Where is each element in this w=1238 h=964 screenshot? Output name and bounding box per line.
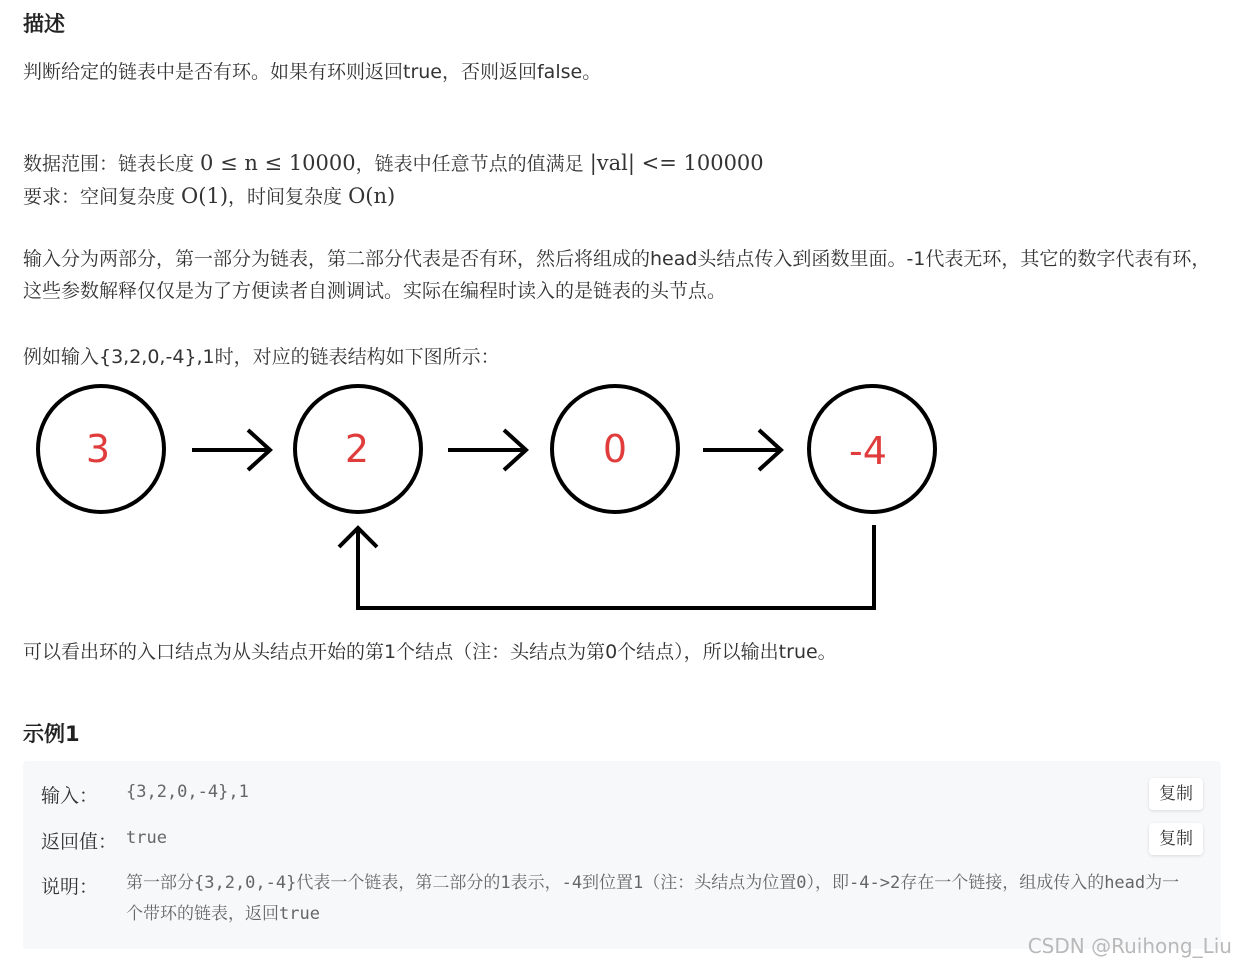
- cycle-arrow: [339, 525, 874, 608]
- node-value-1: 3: [85, 427, 111, 471]
- data-range-line: [23, 149, 764, 176]
- arrow-2-to-3: [448, 430, 526, 470]
- range-mid: ，链表中任意节点的值满足: [355, 153, 590, 175]
- copy-return-button[interactable]: 复制: [1149, 823, 1203, 855]
- input-label: 输入：: [41, 785, 99, 807]
- node-value-2: 2: [344, 427, 370, 471]
- req-mid: ，时间复杂度: [228, 186, 349, 208]
- linked-list-diagram: [0, 380, 960, 620]
- return-value: true: [126, 828, 167, 848]
- requirement-line: [23, 182, 395, 209]
- example-box: [23, 761, 1221, 949]
- req-math-time: O(n): [348, 184, 396, 208]
- example-heading: 示例1: [23, 722, 80, 746]
- range-math-value: |val| <= 100000: [589, 151, 764, 175]
- input-value: {3,2,0,-4},1: [126, 782, 249, 802]
- return-label: 返回值：: [41, 831, 118, 853]
- req-math-space: O(1): [181, 184, 229, 208]
- node-value-3: 0: [602, 427, 628, 471]
- example-intro: 例如输入{3,2,0,-4},1时，对应的链表结构如下图所示：: [23, 346, 500, 368]
- copy-input-button[interactable]: 复制: [1149, 778, 1203, 810]
- arrow-1-to-2: [192, 430, 270, 470]
- conclusion-text: 可以看出环的入口结点为从头结点开始的第1个结点（注：头结点为第0个结点），所以输出true。: [23, 641, 837, 663]
- range-math-length: 0 ≤ n ≤ 10000: [200, 151, 356, 175]
- intro-text: 判断给定的链表中是否有环。如果有环则返回true，否则返回false。: [23, 61, 602, 83]
- explain-label: 说明：: [41, 876, 99, 898]
- description-heading: 描述: [23, 12, 65, 36]
- watermark: CSDN @Ruihong_Liu: [1027, 934, 1232, 958]
- explain-value: 第一部分{3,2,0,-4}代表一个链表，第二部分的1表示，-4到位置1（注：头结点为位置0），即-4->2存在一个链接，组成传入的head为一个带环的链表，返回true: [126, 873, 1180, 924]
- node-value-4: -4: [849, 429, 887, 473]
- req-label: 要求：空间复杂度: [23, 186, 182, 208]
- arrow-3-to-4: [703, 430, 781, 470]
- range-label: 数据范围：链表长度: [23, 153, 201, 175]
- input-description: 输入分为两部分，第一部分为链表，第二部分代表是否有环，然后将组成的head头结点传入到函数里面。-1代表无环，其它的数字代表有环，这些参数解释仅仅是为了方便读者自测调试。实际在编程时读入的是链表的头节点。: [23, 248, 1211, 302]
